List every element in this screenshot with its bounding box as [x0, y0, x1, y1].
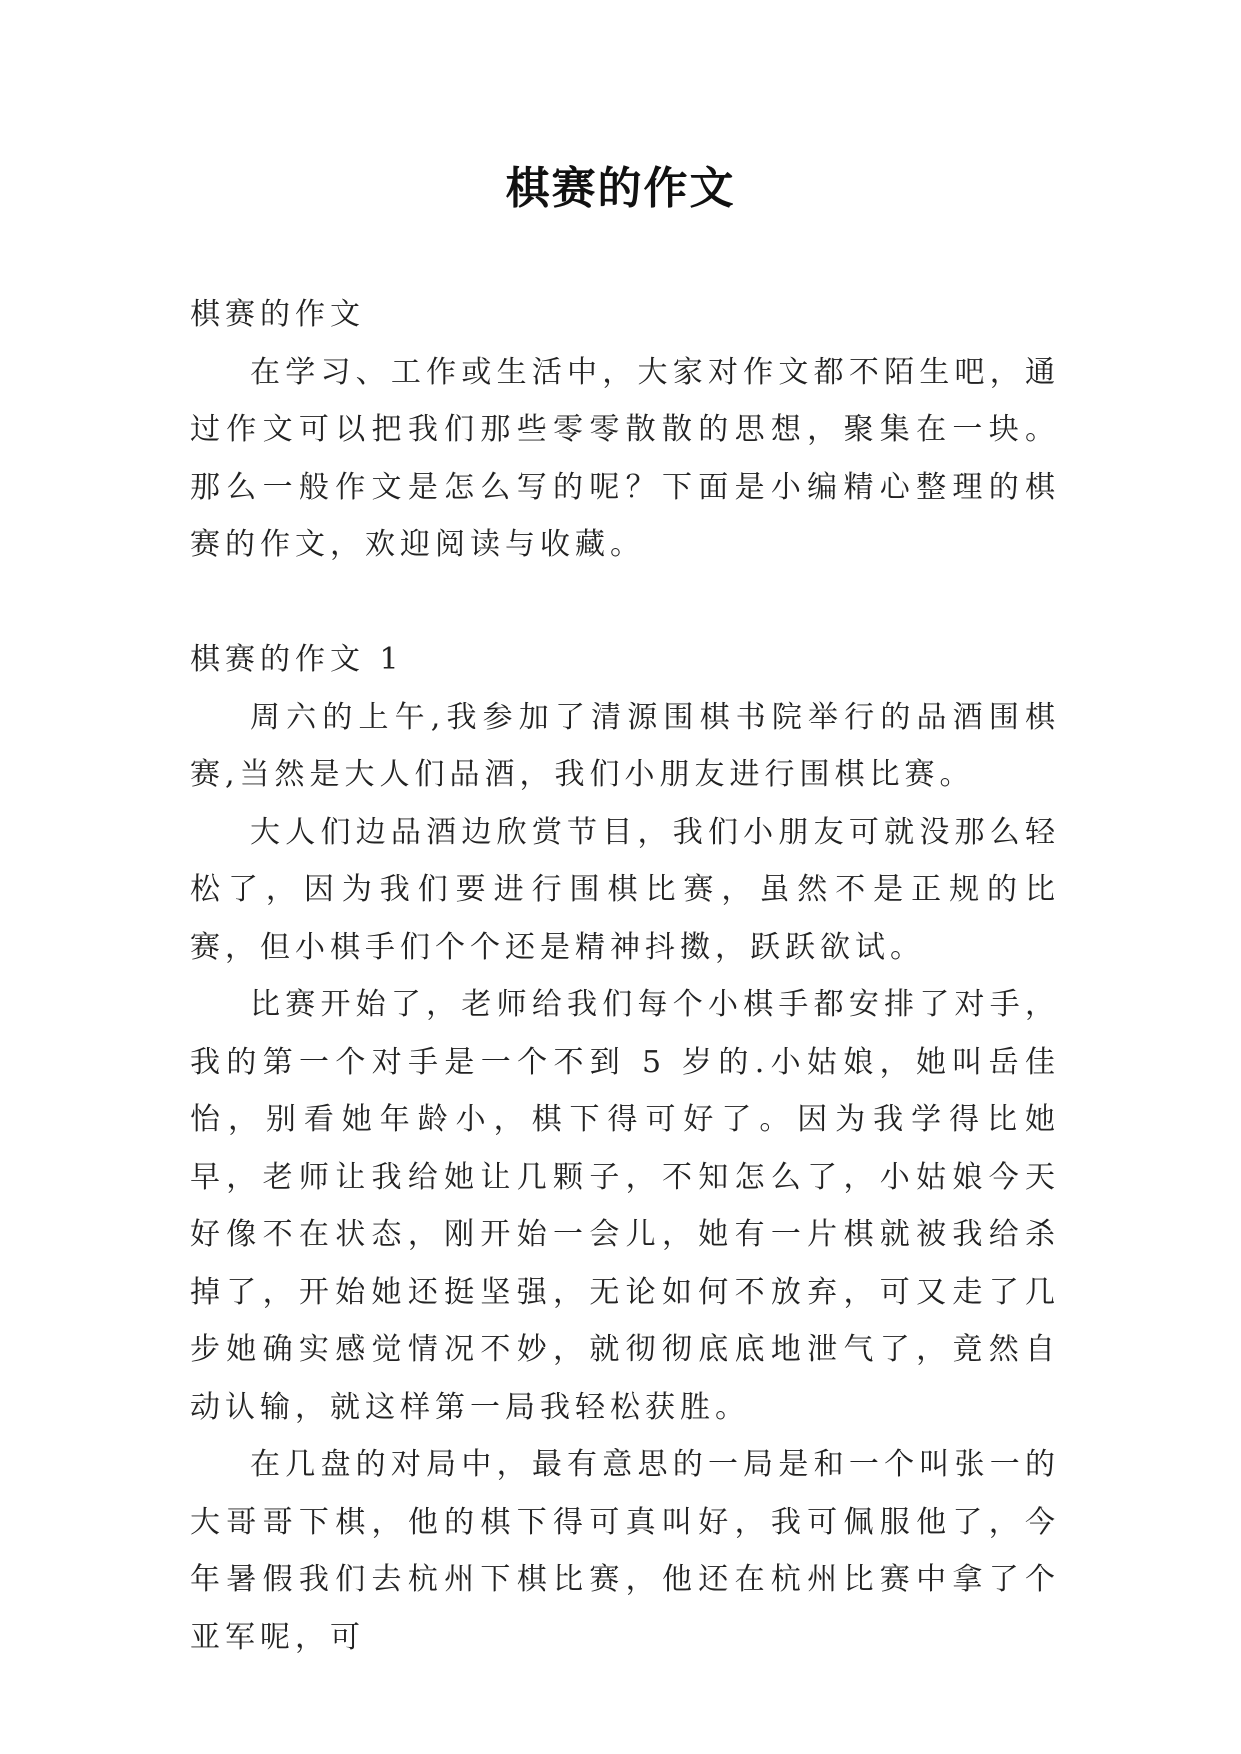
paragraph-spacer	[190, 574, 1060, 632]
section-heading: 棋赛的作文 1	[190, 642, 404, 677]
document-title: 棋赛的作文	[505, 163, 736, 214]
subtitle: 棋赛的作文	[190, 297, 365, 332]
body-paragraph: 周六的上午,我参加了清源围棋书院举行的品酒围棋赛,当然是大人们品酒，我们小朋友进行围棋比赛。	[190, 699, 1060, 792]
body-paragraph: 比赛开始了，老师给我们每个小棋手都安排了对手，我的第一个对手是一个不到 5 岁的.小姑娘，她叫岳佳怡，别看她年龄小，棋下得可好了。因为我学得比她早，老师让我给她让几颗子，不知怎么了，小姑娘今天好像不在状态，刚开始一会儿，她有一片棋就被我给杀掉了，开始她还挺坚强，无论如何不放弃，可又走了几步她确实感觉情况不妙，就彻彻底底地泄气了，竟然自动认输，就这样第一局我轻松获胜。	[190, 987, 1060, 1425]
body-paragraph: 在几盘的对局中，最有意思的一局是和一个叫张一的大哥哥下棋，他的棋下得可真叫好，我可佩服他了，今年暑假我们去杭州下棋比赛，他还在杭州比赛中拿了个亚军呢，可	[190, 1447, 1060, 1655]
intro-paragraph: 在学习、工作或生活中，大家对作文都不陌生吧，通过作文可以把我们那些零零散散的思想，聚集在一块。那么一般作文是怎么写的呢？下面是小编精心整理的棋赛的作文，欢迎阅读与收藏。	[190, 354, 1060, 562]
document-body	[190, 286, 1060, 1666]
body-paragraph: 大人们边品酒边欣赏节目，我们小朋友可就没那么轻松了，因为我们要进行围棋比赛，虽然不是正规的比赛，但小棋手们个个还是精神抖擞，跃跃欲试。	[190, 814, 1060, 965]
